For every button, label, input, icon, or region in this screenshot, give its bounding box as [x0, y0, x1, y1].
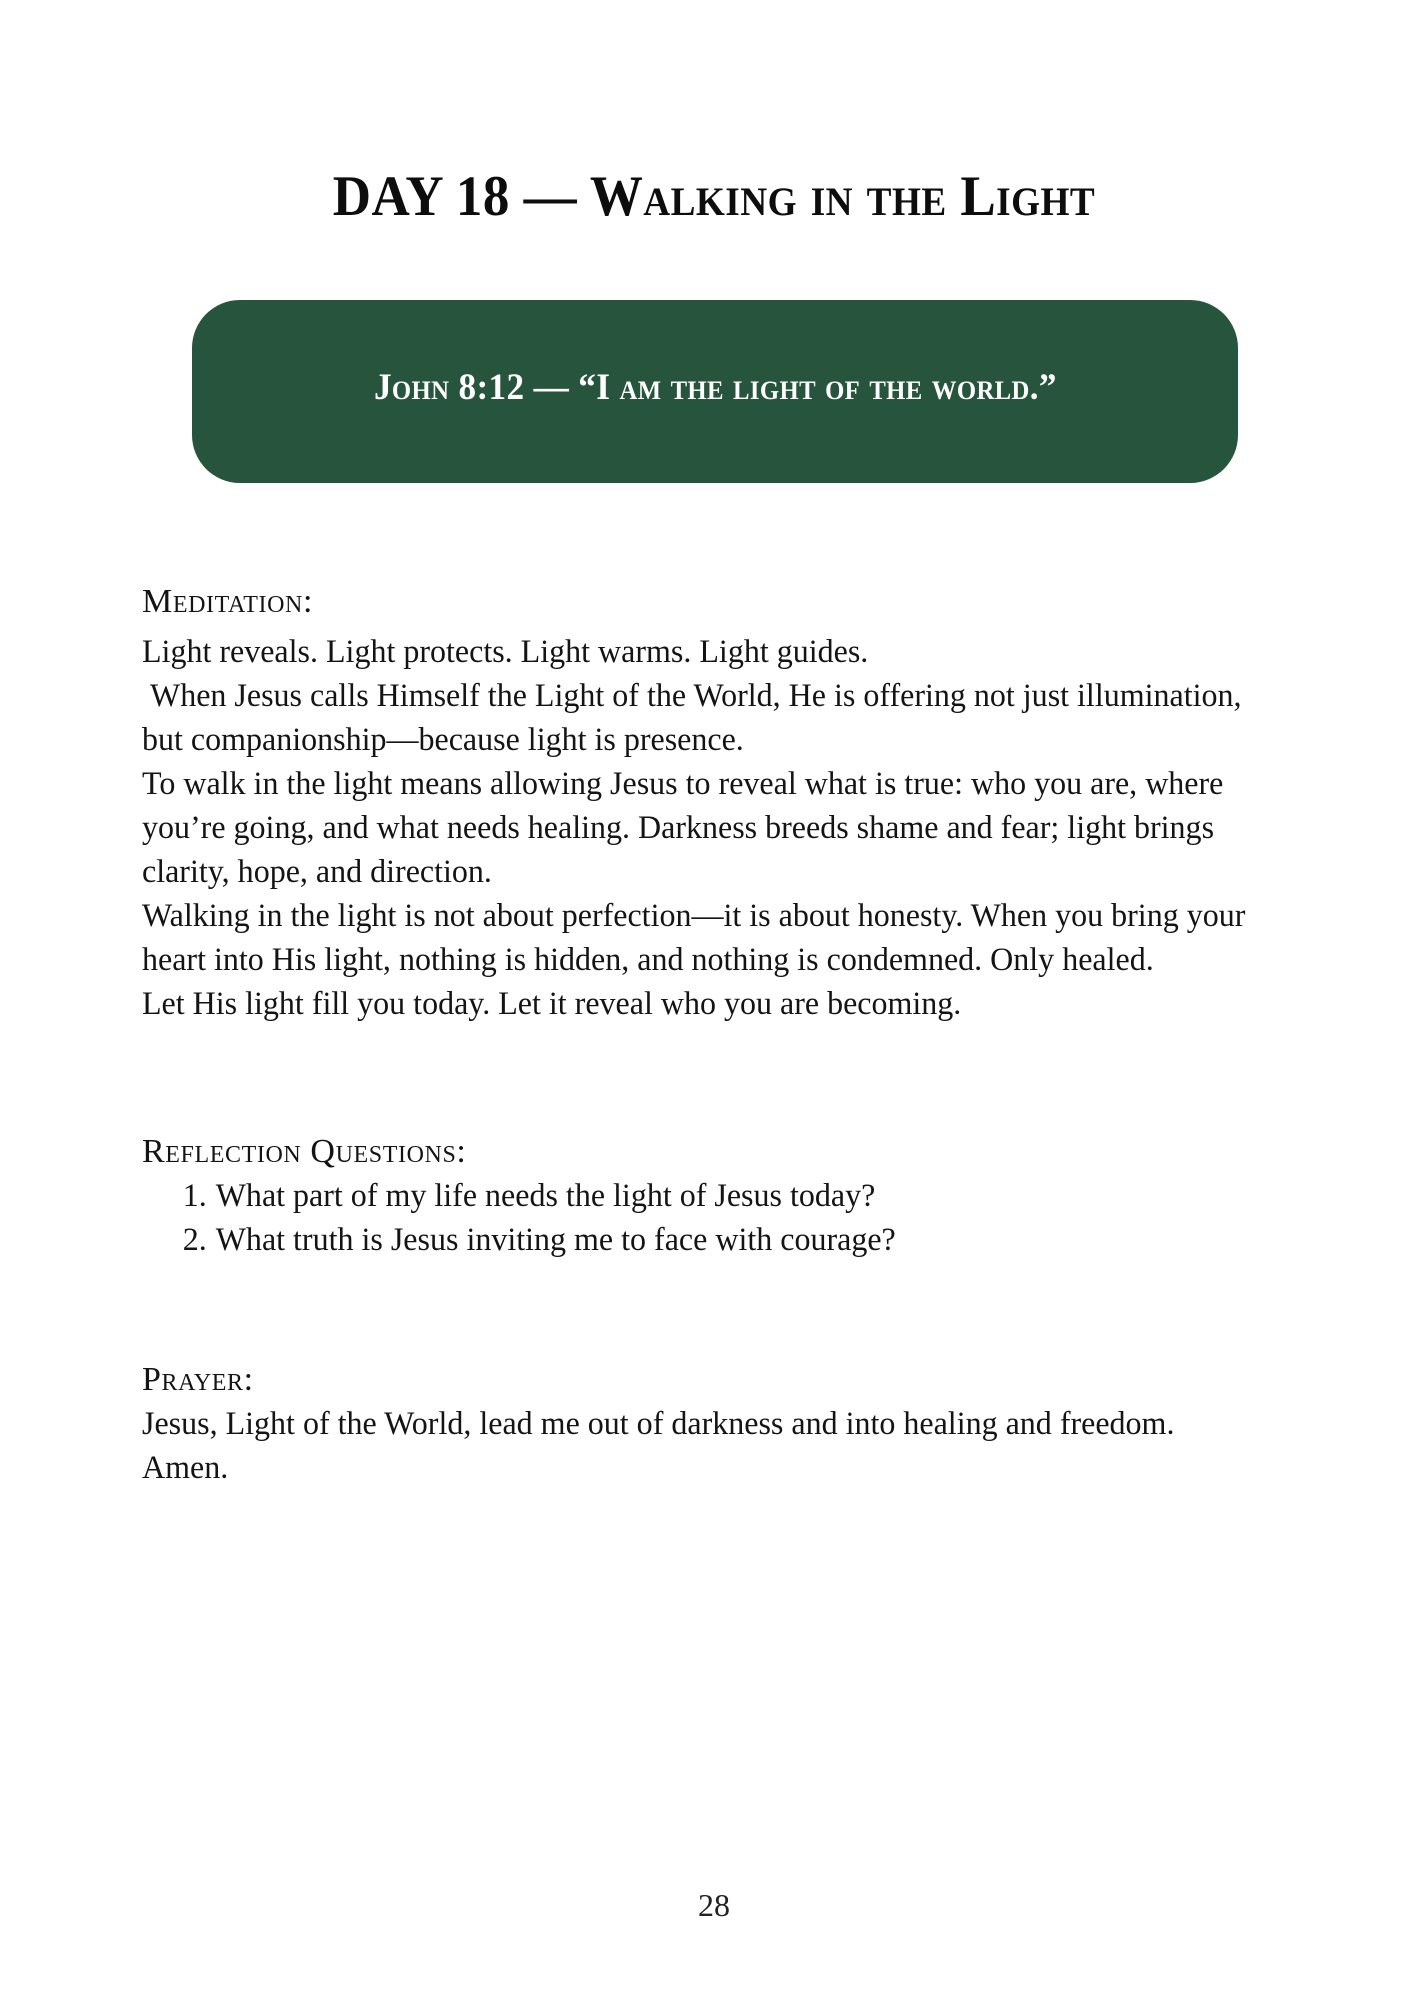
question-number: 1. — [182, 1178, 207, 1214]
list-item — [142, 1218, 1259, 1262]
meditation-paragraph: Let His light fill you today. Let it reveal who you are becoming. — [142, 986, 962, 1022]
prayer-text: Jesus, Light of the World, lead me out of darkness and into healing and freedom. Amen. — [142, 1406, 1181, 1486]
meditation-body — [142, 630, 1294, 1026]
section-spacer — [142, 1026, 1294, 1130]
page-title: DAY 18 — Walking in the Light — [332, 165, 1096, 229]
reflection-heading: Reflection Questions: — [142, 1133, 467, 1170]
question-text: What truth is Jesus inviting me to face with courage? — [215, 1222, 896, 1258]
section-spacer — [142, 1262, 1294, 1358]
question-text: What part of my life needs the light of Jesus today? — [215, 1178, 876, 1214]
prayer-heading: Prayer: — [142, 1361, 254, 1398]
reflection-section — [142, 1130, 1294, 1262]
meditation-paragraph: When Jesus calls Himself the Light of the World, He is offering not just illumination, but companionship—because light is presence. — [142, 678, 1250, 758]
page-content — [142, 580, 1294, 1490]
page-number: 28 — [698, 1887, 730, 1923]
question-number: 2. — [182, 1222, 207, 1258]
verse-callout-box — [192, 300, 1238, 483]
verse-text: John 8:12 — “I am the light of the world.” — [373, 366, 1057, 408]
reflection-question-list — [142, 1174, 1294, 1262]
meditation-heading: Meditation: — [142, 583, 313, 620]
prayer-section — [142, 1358, 1294, 1490]
meditation-section — [142, 580, 1294, 1026]
meditation-paragraph: Light reveals. Light protects. Light warms. Light guides. — [142, 634, 869, 670]
meditation-paragraph: Walking in the light is not about perfection—it is about honesty. When you bring your heart into His light, nothing is hidden, and nothing is condemned. Only healed. — [142, 898, 1254, 978]
list-item — [142, 1174, 1259, 1218]
meditation-paragraph: To walk in the light means allowing Jesus to reveal what is true: who you are, where you’re going, and what needs healing. Darkness breeds shame and fear; light brings clarity, hope, and direction. — [142, 766, 1232, 890]
